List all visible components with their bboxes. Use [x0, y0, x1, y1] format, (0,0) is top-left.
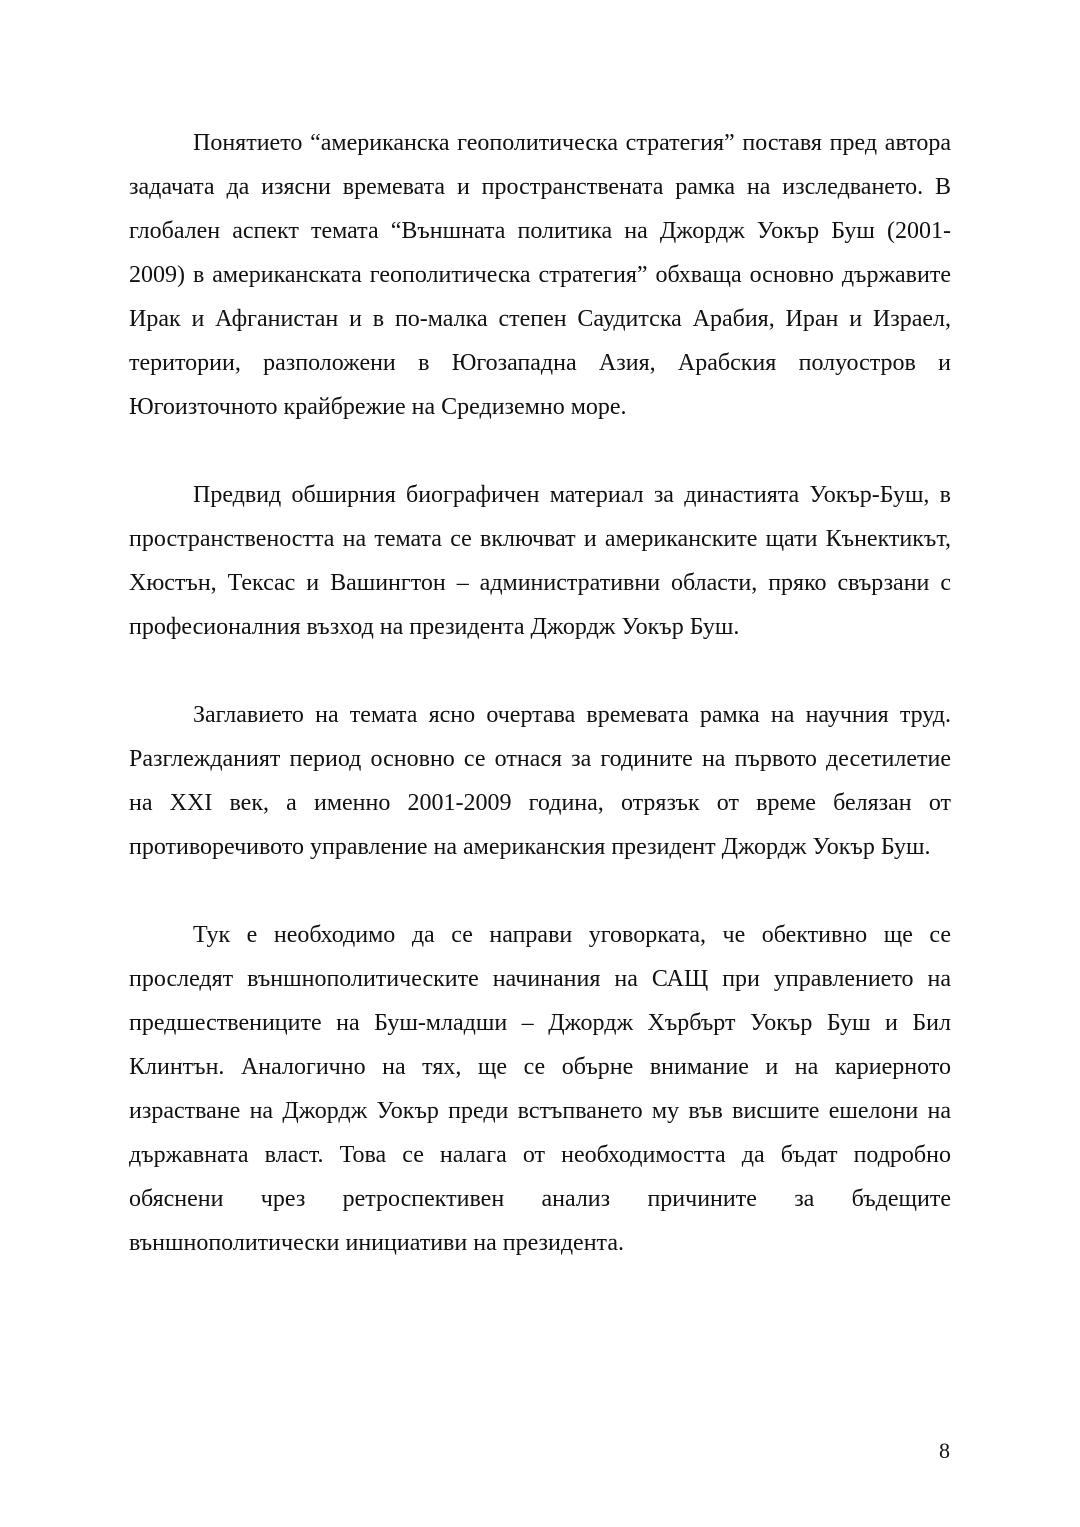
body-text	[129, 121, 951, 1309]
paragraph-2: Предвид обширния биографичен материал за династията Уокър-Буш, в пространствеността на темата се включват и американските щати Кънектикът, Хюстън, Тексас и Вашингтон – административни области, пряко свързани с професионалния възход на президента Джордж Уокър Буш.	[129, 482, 951, 640]
paragraph-3: Заглавието на темата ясно очертава времевата рамка на научния труд. Разглежданият период основно се отнася за годините на първото десетилетие на XXI век, а именно 2001-2009 година, отрязък от време белязан от противоречивото управление на американския президент Джордж Уокър Буш.	[129, 702, 951, 860]
paragraph-4: Тук е необходимо да се направи уговорката, че обективно ще се проследят външнополитическите начинания на САЩ при управлението на предшествениците на Буш-младши – Джордж Хърбърт Уокър Буш и Бил Клинтън. Аналогично на тях, ще се обърне внимание и на кариерното израстване на Джордж Уокър преди встъпването му във висшите ешелони на държавната власт. Това се налага от необходимостта да бъдат подробно обяснени чрез ретроспективен анализ причините за бъдещите външнополитически инициативи на президента.	[129, 922, 951, 1256]
paragraph-1: Понятието “американска геополитическа стратегия” поставя пред автора задачата да изясни времевата и пространствената рамка на изследването. В глобален аспект темата “Външната политика на Джордж Уокър Буш (2001-2009) в американската геополитическа стратегия” обхваща основно държавите Ирак и Афганистан и в по-малка степен Саудитска Арабия, Иран и Израел, територии, разположени в Югозападна Азия, Арабския полуостров и Югоизточното крайбрежие на Средиземно море.	[129, 130, 951, 420]
page-number: 8	[939, 1438, 950, 1463]
